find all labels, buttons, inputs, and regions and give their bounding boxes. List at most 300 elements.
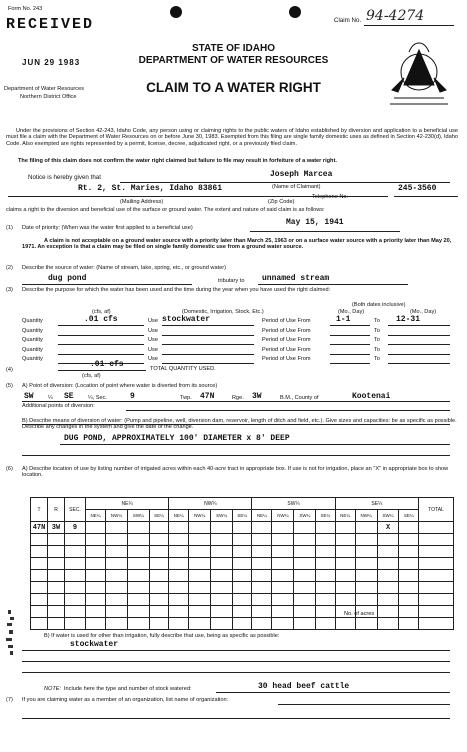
grid-cell-tract (232, 594, 251, 606)
table-row (31, 618, 454, 630)
grid-cell-tract (189, 606, 211, 618)
grid-cell-tract (316, 534, 335, 546)
grid-cell-tract (149, 606, 168, 618)
grid-cell-tract (86, 582, 106, 594)
grid-header-sub: SE¼ (149, 510, 168, 522)
grid-cell-tract (105, 522, 127, 534)
grid-cell-r (48, 570, 65, 582)
period-label: Period of Use From (262, 327, 311, 334)
grid-cell-tract (128, 570, 150, 582)
table-row (31, 546, 454, 558)
grid-cell-tract (232, 606, 251, 618)
grid-cell-r (48, 582, 65, 594)
grid-cell-tract (252, 594, 272, 606)
item6b-label: B) If water is used for other than irrigation, fully describe that use, being as specific as possible: (44, 633, 280, 639)
grid-cell-t (31, 558, 48, 570)
to-label: To (374, 346, 380, 353)
grid-header-quarter: SW¼ (252, 498, 335, 510)
water-source: dug pond (48, 274, 87, 283)
grid-cell-tract (377, 582, 399, 594)
grid-cell-tract (399, 534, 419, 546)
received-date: JUN 29 1983 (22, 58, 81, 67)
grid-cell-tract (355, 546, 377, 558)
grid-cell-tract (272, 606, 294, 618)
grid-cell-tract (294, 606, 316, 618)
grid-cell-tract (355, 618, 377, 630)
grid-cell-tract (252, 606, 272, 618)
grid-cell-tract (189, 594, 211, 606)
grid-cell-tract (377, 618, 399, 630)
grid-cell-tract (399, 606, 419, 618)
grid-cell-sec (65, 558, 86, 570)
grid-cell-tract (149, 582, 168, 594)
to-label: To (374, 337, 380, 343)
grid-cell-r (48, 618, 65, 630)
grid-cell-tract (149, 522, 168, 534)
grid-header-r: R (48, 498, 65, 522)
grid-cell-total (419, 558, 454, 570)
grid-cell-sec (65, 594, 86, 606)
grid-cell-total (419, 570, 454, 582)
grid-header-sub: NW¼ (272, 510, 294, 522)
grid-cell-tract (272, 534, 294, 546)
rge-label: Rge. (232, 395, 244, 401)
state-heading: STATE OF IDAHO (192, 43, 275, 54)
grid-cell-tract (335, 618, 355, 630)
grid-header-sub: SE¼ (399, 510, 419, 522)
grid-header-sub: SW¼ (128, 510, 150, 522)
period-from: 1-1 (336, 315, 351, 324)
grid-cell-tract (128, 606, 150, 618)
grid-header-sub: SW¼ (211, 510, 233, 522)
grid-cell-tract (294, 558, 316, 570)
sec-label: ¼, Sec. (88, 395, 107, 401)
grid-cell-tract (355, 582, 377, 594)
twp-value: 47N (200, 392, 215, 401)
claimant-address: Rt. 2, St. Maries, Idaho 83861 (78, 184, 223, 193)
grid-cell-r (48, 606, 65, 618)
period-label: Period of Use From (262, 346, 311, 353)
grid-cell-tract (149, 546, 168, 558)
table-row (31, 582, 454, 594)
grid-cell-tract (232, 546, 251, 558)
grid-cell-tract (211, 546, 233, 558)
grid-cell-tract (189, 558, 211, 570)
grid-cell-tract (86, 618, 106, 630)
grid-cell-tract (105, 534, 127, 546)
grid-header-t: T (31, 498, 48, 522)
grid-cell-t (31, 594, 48, 606)
grid-cell-sec: 9 (65, 522, 86, 534)
grid-cell-total (419, 522, 454, 534)
idaho-state-seal (384, 30, 454, 110)
grid-cell-tract (169, 618, 189, 630)
intro-paragraph: Under the provisions of Section 42-243, Idaho Code, any person using or claiming rights to the public waters of Idaho established by diversion and application to a beneficial use must file a claim with the Department of Water Resources on or before June 30, 1983. Exempted from this filing are single family domestic uses as defined in Section 42-230(d), Idaho Code. Also exempted are rights represented by a permit, license, decree, adjudicated right, or a previously filed claim. (6, 128, 458, 147)
twp-label: Twp. (180, 395, 192, 401)
grid-cell-tract (399, 570, 419, 582)
additional-points-label: Additional points of diversion: (22, 403, 95, 409)
priority-date: May 15, 1941 (286, 218, 344, 227)
item1-number: (1) (6, 225, 13, 231)
dept-small-line1: Department of Water Resources (4, 86, 85, 92)
grid-cell-tract (335, 522, 355, 534)
received-stamp: RECEIVED (6, 16, 95, 33)
grid-header-sub: SE¼ (316, 510, 335, 522)
grid-cell-tract (272, 582, 294, 594)
col-use-caption: (Domestic, Irrigation, Stock, Etc.) (182, 309, 264, 315)
grid-cell-tract (355, 522, 377, 534)
other-use-value: stockwater (70, 640, 119, 649)
grid-cell-tract (105, 582, 127, 594)
table-row (31, 594, 454, 606)
grid-cell-tract (272, 570, 294, 582)
grid-cell-tract (316, 594, 335, 606)
grid-cell-t (31, 606, 48, 618)
grid-cell-tract (316, 570, 335, 582)
item7-label: If you are claiming water as a member of an organization, list name of organization: (22, 697, 229, 703)
grid-header-sub: SE¼ (232, 510, 251, 522)
punch-hole-left (170, 6, 182, 18)
use-label: Use (148, 356, 158, 362)
total-quantity-label: TOTAL QUANTITY USED. (150, 366, 216, 372)
grid-cell-tract (252, 558, 272, 570)
grid-cell-total (419, 546, 454, 558)
grid-cell-tract (169, 546, 189, 558)
grid-cell-tract (105, 618, 127, 630)
rge-value: 3W (252, 392, 262, 401)
grid-cell-t (31, 618, 48, 630)
grid-header-sub: NW¼ (189, 510, 211, 522)
grid-cell-tract (399, 582, 419, 594)
grid-header-sub: NW¼ (105, 510, 127, 522)
bm-label: B.M., County of (280, 395, 319, 401)
item5b-label: B) Describe means of diversion of water: (Pump and pipeline, well, diversion dam, reservoir, length of ditch and field, etc.). Give sizes and capacities: be as specific as possible. Describe any changes in the system and give the date of the change. (22, 418, 457, 431)
county-value: Kootenai (352, 392, 391, 401)
name-caption: (Name of Claimant) (272, 184, 321, 190)
zip-caption: (Zip Code) (268, 199, 295, 205)
grid-cell-tract (169, 582, 189, 594)
grid-cell-sec (65, 606, 86, 618)
grid-cell-tract (149, 534, 168, 546)
grid-cell-tract (149, 570, 168, 582)
grid-cell-tract (128, 582, 150, 594)
mailing-caption: (Mailing Address) (120, 199, 164, 205)
grid-cell-total (419, 582, 454, 594)
grid-cell-tract (377, 570, 399, 582)
both-dates-caption: (Both dates inclusive) (352, 302, 406, 308)
quantity-label: Quantity (22, 346, 43, 353)
grid-header-total: TOTAL (419, 498, 454, 522)
to-label: To (374, 356, 380, 362)
item2-label: Describe the source of water: (Name of stream, lake, spring, etc., or ground water) (22, 265, 226, 271)
col-from-caption: (Mo., Day) (338, 309, 365, 315)
grid-cell-tract (316, 618, 335, 630)
grid-cell-total (419, 534, 454, 546)
grid-cell-sec (65, 570, 86, 582)
grid-cell-tract (252, 618, 272, 630)
grid-cell-tract: X (377, 522, 399, 534)
quarter-1: SW (24, 392, 34, 401)
grid-cell-tract (355, 594, 377, 606)
grid-cell-tract (272, 522, 294, 534)
grid-cell-tract (232, 558, 251, 570)
grid-cell-r: 3W (48, 522, 65, 534)
grid-header-quarter: NW¼ (169, 498, 252, 510)
grid-cell-tract (335, 582, 355, 594)
grid-cell-tract (211, 522, 233, 534)
grid-cell-tract (232, 618, 251, 630)
stock-description: 30 head beef cattle (258, 682, 350, 691)
grid-cell-tract (294, 534, 316, 546)
use-type: stockwater (162, 315, 211, 324)
grid-header-sub: NE¼ (169, 510, 189, 522)
grid-cell-tract (86, 606, 106, 618)
grid-cell-tract (149, 594, 168, 606)
grid-cell-tract (232, 534, 251, 546)
grid-cell-total (419, 606, 454, 618)
punch-hole-right (289, 6, 301, 18)
grid-cell-tract (272, 594, 294, 606)
margin-stamp-mark (4, 608, 18, 658)
grid-cell-tract (86, 522, 106, 534)
grid-cell-tract (128, 546, 150, 558)
grid-cell-tract (86, 558, 106, 570)
tributary-label: tributary to (218, 278, 245, 284)
total-cfs-caption: (cfs, af) (82, 373, 101, 379)
grid-cell-tract (105, 594, 127, 606)
grid-header-sub: NE¼ (252, 510, 272, 522)
grid-cell-tract (335, 534, 355, 546)
grid-cell-tract (128, 522, 150, 534)
grid-cell-tract (377, 594, 399, 606)
grid-cell-tract (211, 558, 233, 570)
grid-header-sub: SW¼ (294, 510, 316, 522)
grid-cell-total (419, 594, 454, 606)
grid-header-sub: SW¼ (377, 510, 399, 522)
grid-cell-tract (399, 558, 419, 570)
grid-cell-sec (65, 546, 86, 558)
grid-cell-tract (169, 594, 189, 606)
grid-cell-tract (377, 606, 399, 618)
sec-value: 9 (130, 392, 135, 401)
grid-cell-tract (169, 534, 189, 546)
grid-cell-tract (294, 594, 316, 606)
claim-no-label: Claim No. (334, 17, 362, 24)
grid-cell-tract (86, 546, 106, 558)
item5a-label: A) Point of diversion: (Location of point where water is diverted from its source) (22, 383, 218, 389)
grid-cell-tract (232, 522, 251, 534)
grid-cell-tract (189, 582, 211, 594)
grid-cell-tract (335, 570, 355, 582)
grid-cell-t (31, 546, 48, 558)
table-row (31, 570, 454, 582)
grid-header-sub: NE¼ (86, 510, 106, 522)
grid-cell-tract (211, 582, 233, 594)
grid-cell-tract (355, 558, 377, 570)
use-label: Use (148, 346, 158, 353)
grid-cell-tract (211, 618, 233, 630)
grid-cell-tract (211, 534, 233, 546)
grid-cell-t: 47N (31, 522, 48, 534)
grid-cell-tract (211, 570, 233, 582)
use-label: Use (148, 337, 158, 343)
col-cfs-caption: (cfs, af) (92, 309, 111, 315)
grid-cell-tract (316, 546, 335, 558)
period-to: 12-31 (396, 315, 421, 324)
grid-cell-tract (294, 522, 316, 534)
grid-cell-tract (294, 582, 316, 594)
item4-number: (4) (6, 367, 13, 373)
grid-cell-r (48, 534, 65, 546)
to-label: To (374, 318, 380, 324)
grid-cell-tract (316, 522, 335, 534)
grid-cell-total (419, 618, 454, 630)
period-label: Period of Use From (262, 356, 311, 362)
grid-cell-tract (335, 558, 355, 570)
form-title: CLAIM TO A WATER RIGHT (146, 80, 321, 95)
col-to-caption: (Mo., Day) (410, 309, 437, 315)
claim-no-value: 94-4274 (366, 8, 425, 24)
item6a-label: A) Describe location of use by listing number of irrigated acres within each 40-acre tract in appropriate box. If use is not for irrigation, place an "X" in appropriate box to show location. (22, 466, 449, 479)
quantity-label: Quantity (22, 327, 43, 334)
grid-cell-tract (377, 534, 399, 546)
notice-label: Notice is hereby given that (28, 174, 101, 181)
grid-cell-tract (128, 534, 150, 546)
grid-cell-tract (105, 606, 127, 618)
form-number: Form No. 243 (8, 6, 43, 12)
grid-cell-tract (377, 558, 399, 570)
grid-cell-tract (316, 558, 335, 570)
acres-label: No. of acres (344, 611, 375, 617)
grid-cell-tract (252, 522, 272, 534)
grid-cell-tract (86, 570, 106, 582)
item3-number: (3) (6, 287, 13, 293)
dept-small-line2: Northern District Office (20, 94, 77, 100)
grid-cell-tract (232, 570, 251, 582)
grid-cell-tract (294, 570, 316, 582)
item5-number: (5) (6, 383, 13, 389)
grid-cell-tract (169, 522, 189, 534)
grid-cell-tract (211, 606, 233, 618)
grid-cell-tract (399, 546, 419, 558)
item6-number: (6) (6, 466, 13, 472)
claims-text: claims a right to the diversion and beneficial use of the surface or ground water. The extent and nature of said claim is as follows: (6, 207, 325, 213)
grid-cell-tract (272, 546, 294, 558)
grid-cell-r (48, 594, 65, 606)
grid-header-quarter: SE¼ (335, 498, 418, 510)
grid-cell-t (31, 534, 48, 546)
priority-note: A claim is not acceptable on a ground water source with a priority later than March 25, 1963 or on a surface water source with a priority later than May 20, 1971. An exception is that a claim may be filed on single family domestic use from a ground water source. (22, 238, 452, 251)
grid-cell-tract (105, 570, 127, 582)
grid-cell-tract (294, 546, 316, 558)
grid-cell-tract (335, 594, 355, 606)
grid-header-sub: NW¼ (355, 510, 377, 522)
grid-cell-tract (169, 606, 189, 618)
use-label: Use (148, 318, 158, 324)
location-grid (30, 497, 454, 630)
department-heading: DEPARTMENT OF WATER RESOURCES (138, 55, 329, 66)
phone-caption: Telephone No. (312, 194, 349, 200)
grid-cell-tract (316, 582, 335, 594)
grid-cell-tract (189, 534, 211, 546)
grid-cell-tract (86, 594, 106, 606)
grid-cell-tract (377, 546, 399, 558)
grid-cell-tract (355, 570, 377, 582)
note-label: NOTE: (44, 686, 62, 692)
total-quantity: .01 cfs (90, 360, 124, 369)
use-label: Use (148, 327, 158, 334)
item1-label: Date of priority: (When was the water first applied to a beneficial use) (22, 225, 193, 231)
grid-cell-r (48, 558, 65, 570)
period-label: Period of Use From (262, 337, 311, 343)
grid-cell-tract (128, 618, 150, 630)
quantity-label: Quantity (22, 337, 43, 343)
note-text: Include here the type and number of stock watered: (64, 686, 192, 692)
quantity-label: Quantity (22, 318, 43, 324)
grid-cell-tract (355, 534, 377, 546)
grid-cell-tract (149, 558, 168, 570)
use-quantity: .01 cfs (84, 315, 118, 324)
grid-cell-tract (211, 594, 233, 606)
grid-cell-tract (189, 546, 211, 558)
claimant-name: Joseph Marcea (270, 170, 333, 179)
quarter-2: SE (64, 392, 74, 401)
grid-cell-sec (65, 618, 86, 630)
grid-cell-tract (189, 618, 211, 630)
grid-cell-sec (65, 534, 86, 546)
grid-cell-tract (252, 546, 272, 558)
grid-cell-t (31, 582, 48, 594)
grid-cell-tract (169, 570, 189, 582)
quantity-label: Quantity (22, 356, 43, 362)
table-row (31, 558, 454, 570)
grid-cell-tract (272, 558, 294, 570)
period-label: Period of Use From (262, 318, 311, 324)
grid-cell-sec (65, 582, 86, 594)
grid-cell-tract (316, 606, 335, 618)
table-row (31, 606, 454, 618)
grid-cell-tract (399, 594, 419, 606)
grid-cell-tract (232, 582, 251, 594)
item3-label: Describe the purpose for which the water has been used and the time during the year when you have used the right claimed: (22, 287, 331, 293)
grid-cell-tract (189, 522, 211, 534)
tributary-value: unnamed stream (262, 274, 330, 283)
grid-cell-tract (169, 558, 189, 570)
table-row (31, 534, 454, 546)
grid-header-quarter: NE¼ (86, 498, 169, 510)
forfeiture-notice: The filing of this claim does not confirm the water right claimed but failure to file may result in forfeiture of a water right. (18, 158, 337, 164)
grid-cell-tract (399, 618, 419, 630)
diversion-description: DUG POND, APPROXIMATELY 100' DIAMETER x 8' DEEP (64, 434, 290, 443)
grid-cell-tract (128, 558, 150, 570)
grid-cell-tract (335, 546, 355, 558)
grid-cell-tract (252, 582, 272, 594)
grid-header-sec: SEC. (65, 498, 86, 522)
grid-cell-tract (399, 522, 419, 534)
grid-cell-tract (128, 594, 150, 606)
table-row (31, 522, 454, 534)
grid-cell-tract (294, 618, 316, 630)
grid-cell-tract (86, 534, 106, 546)
grid-cell-tract (272, 618, 294, 630)
grid-cell-tract (105, 546, 127, 558)
grid-cell-tract (105, 558, 127, 570)
grid-cell-t (31, 570, 48, 582)
grid-cell-tract (149, 618, 168, 630)
claimant-phone: 245-3560 (398, 184, 437, 193)
item2-number: (2) (6, 265, 13, 271)
grid-cell-r (48, 546, 65, 558)
